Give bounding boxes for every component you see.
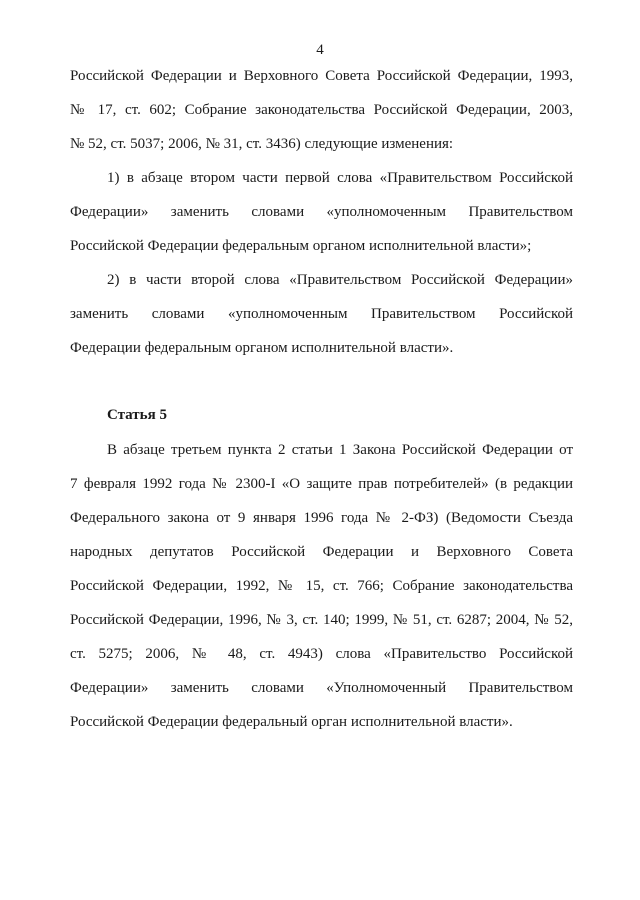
text-line: Российской Федерации, 1992, № 15, ст. 766; Собрание законодательства bbox=[70, 578, 573, 594]
text-line: В абзаце третьем пункта 2 статьи 1 Закона Российской Федерации от bbox=[107, 442, 573, 458]
text-line: 1) в абзаце втором части первой слова «Правительством Российской bbox=[107, 170, 573, 186]
text-line: заменить словами «уполномоченным Правительством Российской bbox=[70, 306, 573, 322]
text-line: Российской Федерации федеральным органом исполнительной власти»; bbox=[70, 238, 532, 254]
page-number: 4 bbox=[316, 42, 324, 58]
text-line: Российской Федерации и Верховного Совета Российской Федерации, 1993, bbox=[70, 68, 573, 84]
text-line: Федерации» заменить словами «уполномоченным Правительством bbox=[70, 204, 573, 220]
text-line: Федерации» заменить словами «Уполномоченный Правительством bbox=[70, 680, 573, 696]
text-line: Российской Федерации федеральный орган исполнительной власти». bbox=[70, 714, 513, 730]
text-line: № 17, ст. 602; Собрание законодательства Российской Федерации, 2003, bbox=[70, 102, 573, 118]
article-heading: Статья 5 bbox=[107, 407, 167, 423]
text-line: 2) в части второй слова «Правительством Российской Федерации» bbox=[107, 272, 573, 288]
text-line: 7 февраля 1992 года № 2300-I «О защите прав потребителей» (в редакции bbox=[70, 476, 573, 492]
text-line: Федерального закона от 9 января 1996 года № 2-ФЗ) (Ведомости Съезда bbox=[70, 510, 573, 526]
text-line: ст. 5275; 2006, № 48, ст. 4943) слова «Правительство Российской bbox=[70, 646, 573, 662]
text-line: Российской Федерации, 1996, № 3, ст. 140; 1999, № 51, ст. 6287; 2004, № 52, bbox=[70, 612, 573, 628]
text-line: Федерации федеральным органом исполнительной власти». bbox=[70, 340, 454, 356]
text-line: № 52, ст. 5037; 2006, № 31, ст. 3436) следующие изменения: bbox=[70, 136, 454, 152]
text-line: народных депутатов Российской Федерации и Верховного Совета bbox=[70, 544, 573, 560]
